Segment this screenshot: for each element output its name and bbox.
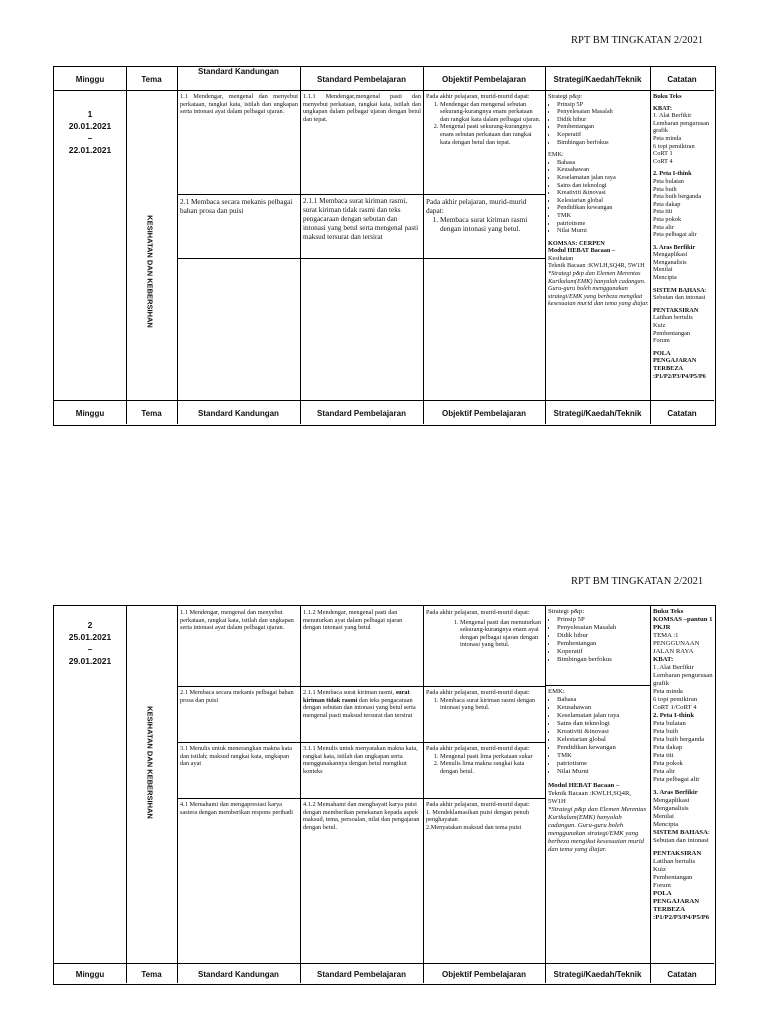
- kbat-label: KBAT:: [653, 656, 674, 663]
- objektif-item: 1. Membaca surat kiriman rasmi dengan intonasi yang betul.: [440, 215, 543, 233]
- theme-label: KESIHATAN DAN KEBERSIHAN: [145, 215, 155, 328]
- emk-item: • TMK: [557, 752, 649, 760]
- sistem-bahasa-label: SISTEM BAHASA: [653, 829, 708, 836]
- pentaksiran-item: Kuiz: [653, 866, 666, 873]
- objektif-item: 1. Mengenal pasti lima perkataan sukar: [440, 753, 543, 761]
- col-header-standard-kandungan: Standard Kandungan: [198, 67, 279, 76]
- objektif-item: 2.Menyatakan maksud dan tema puisi: [426, 823, 522, 831]
- objektif-item: 2. Menulis lima makna rangkai kata dengan betul.: [440, 760, 543, 775]
- aras-item: Mencipta: [653, 821, 679, 828]
- footer-strategi: Strategi/Kaedah/Teknik: [553, 409, 642, 418]
- emk-item: • patriotisme: [557, 220, 649, 228]
- page-header-2: RPT BM TINGKATAN 2/2021: [571, 576, 704, 587]
- peta-item: Peta titi: [653, 208, 673, 216]
- strategi-note: *Strategi p&p dan Elemen Merentas Kurikulum(EMK) hanyalah cadangan. Guru-guru boleh menggunakan strategi/EMK yang berbeza mengikut kesesuaian murid dan tema yang diajar.: [548, 270, 649, 308]
- objektif-2: [426, 197, 543, 233]
- sp-text: dan teks pengacaraan dengan sebutan dan intonasi yang betul serta mengenal pasti maksud tersurat dan tersirat: [303, 696, 416, 719]
- strategi-intro: Strategi p&p:: [548, 93, 583, 100]
- peta-item: Peta buih berganda: [653, 193, 702, 201]
- pentaksiran-item: Pembentangan: [653, 329, 691, 337]
- kbat-item: Peta minda: [653, 134, 682, 142]
- kbat-item: 6 topi pemikiran: [653, 696, 698, 703]
- objektif-intro: Pada akhir pelajaran, murid-murid dapat:: [426, 93, 530, 100]
- strategi-item: • Prinsip 5P: [557, 616, 649, 624]
- theme-label: KESIHATAN DAN KEBERSIHAN: [145, 706, 155, 819]
- objektif-intro: Pada akhir pelajaran, murid-murid dapat:: [426, 689, 530, 696]
- objektif-intro: Pada akhir pelajaran, murid-murid dapat:: [426, 801, 530, 808]
- objektif-item: 2. Mengenal pasti sekurang-kurangnya enam sebutan perkataan dan rangkai kata dengan betul dan tepat.: [440, 123, 543, 146]
- sistem-bahasa-text: : Sebutan dan intonasi: [653, 829, 710, 844]
- peta-item: Peta bulatan: [653, 177, 684, 185]
- peta-item: Peta dakap: [653, 200, 681, 208]
- komsas-label: KOMSAS: CERPEN: [548, 239, 605, 247]
- objektif-item: 1. Mendengar dan mengenal sebutan sekurang-kurangnya enam perkataan dan rangkai kata dalam pelbagai ujaran.: [440, 101, 543, 124]
- strategi-item: • Didik hibur: [557, 632, 649, 640]
- pola-pengajaran: POLA PENGAJARAN TERBEZA :P1/P2/P3/P4/P5/P6: [653, 349, 706, 380]
- aras-berfikir-label: 3. Aras Berfikir: [653, 789, 698, 796]
- peta-item: Peta pelbagai alir: [653, 776, 700, 783]
- emk-item: • Keselamatan jalan raya: [557, 174, 649, 182]
- pola-pengajaran: POLA PENGAJARAN TERBEZA :P1/P2/P3/P4/P5/P6: [653, 890, 710, 921]
- emk-item: • Keusahawan: [557, 704, 649, 712]
- sistem-bahasa-label: SISTEM BAHASA: [653, 286, 705, 294]
- emk-item: • Kelestarian global: [557, 197, 649, 205]
- catatan-cell: [653, 93, 715, 380]
- footer-standard-kandungan: Standard Kandungan: [198, 409, 279, 418]
- pentaksiran-item: Latihan bertulis: [653, 314, 693, 322]
- strategi-cell: [548, 608, 649, 664]
- strategi-item: • Penyelesaian Masalah: [557, 624, 649, 632]
- strategi-note: *Strategi p&p dan Elemen Merentas Kurikulum(EMK) hanyalah cadangan. Guru-guru boleh menggunakan strategi/EMK yang berbeza mengikut kesesuaian murid dan tema yang diajar.: [548, 806, 647, 853]
- lesson-table-week-1: [53, 66, 716, 426]
- footer-catatan: Catatan: [667, 409, 697, 418]
- objektif-intro: Pada akhir pelajaran, murid-murid dapat:: [426, 197, 527, 215]
- col-header-strategi: Strategi/Kaedah/Teknik: [553, 75, 642, 84]
- teknik-bacaan: Teknik Bacaan :KWLH,SQ4R, 5W1H: [548, 790, 632, 805]
- objektif-item: 1. Membaca surat kiriman rasmi dengan intonasi yang betul.: [440, 697, 543, 712]
- footer-tema: Tema: [141, 970, 162, 979]
- teknik-bacaan: Teknik Bacaan :KWLH,SQ4R, 5W1H: [548, 262, 645, 270]
- col-header-standard-pembelajaran: Standard Pembelajaran: [317, 75, 406, 84]
- kbat-item: CoRT 4: [653, 157, 673, 165]
- objektif-4: [426, 801, 543, 831]
- footer-objektif: Objektif Pembelajaran: [441, 409, 527, 418]
- aras-item: Menilai: [653, 266, 673, 274]
- strategi-cell: [548, 93, 649, 308]
- sp-text: 2.1.1 Membaca surat kiriman rasmi,: [303, 689, 395, 696]
- lesson-table-week-2: [53, 605, 716, 985]
- kbat-item: CoRT 1/CoRT 4: [653, 704, 697, 711]
- kbat-item: 1. Alat Berfikir: [653, 112, 692, 120]
- footer-strategi: Strategi/Kaedah/Teknik: [553, 970, 642, 979]
- objektif-item: 1. Mendeklamasikan puisi dengan penuh penghayatan: [426, 808, 530, 824]
- pentaksiran-label: PENTAKSIRAN: [653, 850, 702, 857]
- date-separator: –: [87, 133, 93, 143]
- sp-text-bold: surat kiriman tidak rasmi: [303, 689, 410, 704]
- sk-2-1: 2.1 Membaca secara mekanis pelbagai bahan prosa dan puisi: [180, 689, 294, 704]
- emk-item: • Nilai Murni: [557, 227, 649, 235]
- footer-standard-kandungan: Standard Kandungan: [198, 970, 279, 979]
- emk-item: • patriotisme: [557, 760, 649, 768]
- week-date-2: [54, 619, 126, 667]
- peta-ithink-label: 2. Peta I-think: [653, 712, 695, 719]
- strategi-intro: Strategi p&p:: [548, 608, 585, 615]
- emk-item: • TMK: [557, 212, 649, 220]
- sp-3-1-1: 3.1.1 Menulis untuk menyatakan makna kata, rangkai kata, istilah dan ungkapan serta menggunakannya dengan betul mengikut konteks: [303, 745, 418, 775]
- emk-item: • Keselamatan jalan raya: [557, 712, 649, 720]
- peta-item: Peta buih berganda: [653, 736, 705, 743]
- peta-item: Peta pokok: [653, 760, 683, 767]
- strategi-item: • Pembentangan: [557, 640, 649, 648]
- sp-1-1-2: 1.1.2 Mendengar, mengenal pasti dan menuturkan ayat dalam pelbagai ujaran dengan intonasi yang betul: [303, 609, 403, 632]
- kbat-item: Lembaran pengurusan grafik: [653, 119, 710, 135]
- peta-ithink-label: 2. Peta I-think: [653, 170, 692, 178]
- emk-label: EMK:: [548, 151, 564, 159]
- sk-2-1: 2.1 Membaca secara mekanis pelbagai bahan prosa dan puisi: [180, 197, 293, 215]
- sp-1-1-1: 1.1.1 Mendengar,mengenal pasti dan menyebut perkataan, rangkai kata, istilah dan ungkapan dalam pelbagai ujaran dengan betul dan tepat.: [303, 93, 421, 123]
- kbat-item: 6 topi pemikiran: [653, 142, 695, 150]
- pentaksiran-item: Forum: [653, 882, 671, 889]
- komsas-label: KOMSAS –pantun 1 PKJR: [653, 616, 713, 631]
- objektif-item: 1. Mengenal pasti dan menuturkan sekurang-kurangnya enam ayat dengan pelbagai ujaran dengan intonasi yang betul.: [460, 619, 543, 649]
- modul-label: Modul HEBAT Bacaan –: [548, 782, 620, 789]
- emk-item: • Kreativiti &inovasi: [557, 189, 649, 197]
- strategi-item: • Bimbingan berfokus: [557, 139, 649, 147]
- kbat-item: Lembaran pengurusan grafik: [653, 672, 713, 687]
- peta-item: Peta buih: [653, 728, 679, 735]
- strategi-item: • Koperatif: [557, 648, 649, 656]
- footer-standard-pembelajaran: Standard Pembelajaran: [317, 970, 406, 979]
- peta-item: Peta dakap: [653, 744, 683, 751]
- emk-item: • Keusahawan: [557, 166, 649, 174]
- objektif-1: [426, 93, 543, 146]
- sp-4-1-2: 4.1.2 Memahami dan menghayati karya puisi dengan memberikan penekanan kepada aspek maksud, tema, persoalan, nilai dan pengajaran dengan betul.: [303, 801, 420, 831]
- objektif-intro: Pada akhir pelajaran, murid-murid dapat:: [426, 609, 530, 616]
- strategi-item: • Koperatif: [557, 131, 649, 139]
- emk-item: • Nilai Murni: [557, 768, 649, 776]
- emk-item: • Pendidikan kewangan: [557, 204, 649, 212]
- emk-item: • Sains dan teknologi: [557, 182, 649, 190]
- objektif-2: [426, 689, 543, 712]
- week-end-date: 22.01.2021: [68, 145, 112, 155]
- peta-item: Peta bulatan: [653, 720, 686, 727]
- peta-item: Peta alir: [653, 223, 674, 231]
- pentaksiran-item: Latihan bertulis: [653, 858, 696, 865]
- buku-teks: Buku Teks: [653, 93, 682, 100]
- pentaksiran-item: Forum: [653, 337, 670, 345]
- aras-item: Mengaplikasi: [653, 797, 690, 804]
- aras-berfikir-label: 3. Aras Berfikir: [653, 243, 696, 251]
- footer-objektif: Objektif Pembelajaran: [441, 970, 527, 979]
- tema-pkjr: TEMA :1 PENGGUNAAN JALAN RAYA: [653, 632, 700, 655]
- emk-item: • Bahasa: [557, 696, 649, 704]
- week-date-1: [54, 108, 126, 156]
- pentaksiran-item: Kuiz: [653, 322, 666, 330]
- kbat-item: Peta minda: [653, 688, 683, 695]
- pentaksiran-label: PENTAKSIRAN: [653, 306, 699, 314]
- kbat-item: 1. Alat Berfikir: [653, 664, 694, 671]
- kbat-item: CoRT 1: [653, 150, 673, 158]
- sp-2-1-1: 2.1.1 Membaca surat kiriman rasmi, surat kiriman tidak rasmi dan teks pengacaraan dengan sebutan dan intonasi yang betul serta mengenal pasti maksud tersurat dan tersirat: [303, 197, 419, 241]
- footer-minggu: Minggu: [75, 970, 105, 979]
- aras-item: Mengaplikasi: [653, 251, 688, 259]
- emk-item: • Bahasa: [557, 159, 649, 167]
- sk-1-1: 1.1 Mendengar, mengenal dan menyebut perkataan, rangkai kata, istilah dan ungkapan serta intonasi ayat dalam pelbagai ujaran.: [180, 93, 298, 116]
- buku-teks: Buku Teks: [653, 608, 684, 615]
- col-header-tema: Tema: [141, 75, 162, 84]
- footer-tema: Tema: [141, 409, 162, 418]
- emk-item: • Kelestarian global: [557, 736, 649, 744]
- footer-minggu: Minggu: [75, 409, 105, 418]
- week-start-date: 20.01.2021: [68, 121, 112, 131]
- objektif-intro: Pada akhir pelajaran, murid-murid dapat:: [426, 745, 530, 752]
- modul-label: Modul HEBAT Bacaan –: [548, 247, 616, 255]
- emk-item: • Sains dan teknologi: [557, 720, 649, 728]
- week-start-date: 25.01.2021: [68, 632, 112, 642]
- strategi-item: • Bimbingan berfokus: [557, 656, 649, 664]
- aras-item: Menilai: [653, 813, 674, 820]
- aras-item: Mencipta: [653, 274, 677, 282]
- pentaksiran-item: Pembentangan: [653, 874, 693, 881]
- week-number: 1: [87, 109, 93, 119]
- footer-catatan: Catatan: [667, 970, 697, 979]
- emk-cell: [548, 688, 649, 854]
- emk-label: EMK:: [548, 688, 565, 695]
- emk-item: • Pendidikan kewangan: [557, 744, 649, 752]
- sk-3-1: 3.1 Menulis untuk menerangkan makna kata dan istilah; maksud rangkai kata, ungkapan dan ayat: [180, 745, 292, 768]
- week-number: 2: [87, 620, 93, 630]
- col-header-catatan: Catatan: [667, 75, 697, 84]
- col-header-objektif: Objektif Pembelajaran: [441, 75, 527, 84]
- col-header-minggu: Minggu: [75, 75, 105, 84]
- aras-item: Menganalisis: [653, 258, 687, 266]
- week-end-date: 29.01.2021: [68, 656, 112, 666]
- sistem-bahasa-text: : Sebutan dan intonasi: [653, 286, 707, 302]
- date-separator: –: [87, 644, 93, 654]
- peta-item: Peta titi: [653, 752, 674, 759]
- strategi-item: • Didik hibur: [557, 116, 649, 124]
- page-header-1: RPT BM TINGKATAN 2/2021: [571, 35, 704, 46]
- peta-item: Peta buih: [653, 185, 677, 193]
- strategi-item: • Penyelesaian Masalah: [557, 108, 649, 116]
- objektif-3: [426, 745, 543, 775]
- modul-topic: Kesihatan: [548, 254, 574, 262]
- strategi-item: • Prinsip 5P: [557, 101, 649, 109]
- kbat-label: KBAT:: [653, 104, 673, 112]
- emk-item: • Kreativiti &inovasi: [557, 728, 649, 736]
- objektif-1: [426, 609, 543, 649]
- peta-item: Peta alir: [653, 768, 676, 775]
- catatan-cell: [653, 608, 716, 922]
- aras-item: Menganalisis: [653, 805, 689, 812]
- sp-2-1-1: [303, 689, 421, 719]
- sk-1-1: 1.1 Mendengar, mengenal dan menyebut perkataan, rangkai kata, istilah dan ungkapan serta intonasi ayat dalam pelbagai ujaran.: [180, 609, 294, 632]
- peta-item: Peta pokok: [653, 215, 682, 223]
- strategi-item: • Pembentangan: [557, 123, 649, 131]
- footer-standard-pembelajaran: Standard Pembelajaran: [317, 409, 406, 418]
- sk-4-1: 4.1 Memahami dan mengapresiasi karya sastera dengan memberikan respons peribadi: [180, 801, 293, 816]
- peta-item: Peta pelbagai alir: [653, 231, 697, 239]
